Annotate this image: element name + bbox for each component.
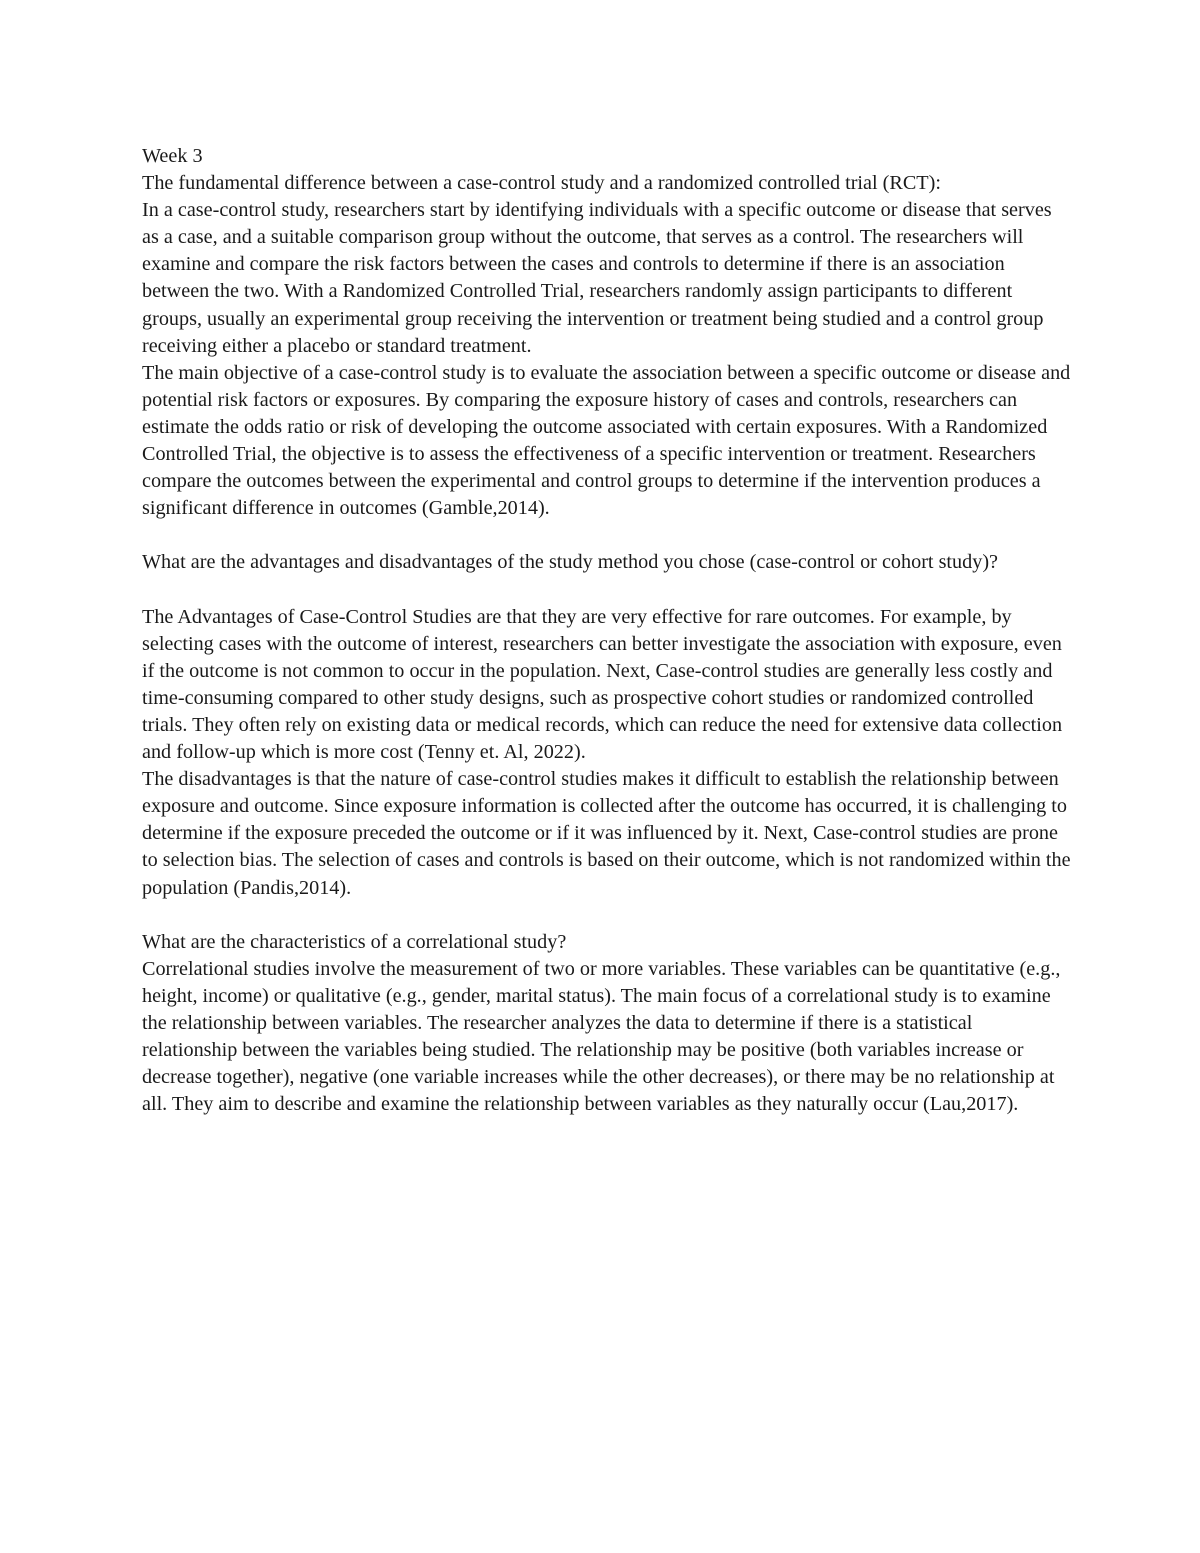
section1-paragraph-1: In a case-control study, researchers start by identifying individuals with a specific outcome or disease that serves as a case, and a suitable comparison group without the outcome, that serves as a control. The researchers will examine and compare the risk factors between the cases and controls to determine if there is an association between the two. With a Randomized Controlled Trial, researchers randomly assign participants to different groups, usually an experimental group receiving the intervention or treatment being studied and a control group receiving either a placebo or standard treatment.	[142, 199, 1052, 357]
section2-paragraph-1: The Advantages of Case-Control Studies are that they are very effective for rare outcomes. For example, by selecting cases with the outcome of interest, researchers can better investigate the association with exposure, even if the outcome is not common to occur in the population. Next, Case-control studies are generally less costly and time-consuming compared to other study designs, such as prospective cohort studies or randomized controlled trials. They often rely on existing data or medical records, which can reduce the need for extensive data collection and follow-up which is more cost (Tenny et. Al, 2022).	[142, 605, 1063, 764]
section3-question: What are the characteristics of a correlational study?	[142, 930, 567, 953]
section3-paragraph-1: Correlational studies involve the measurement of two or more variables. These variables can be quantitative (e.g., height, income) or qualitative (e.g., gender, marital status). The main focus of a correlational study is to examine the relationship between variables. The researcher analyzes the data to determine if there is a statistical relationship between the variables being studied. The relationship may be positive (both variables increase or decrease together), negative (one variable increases while the other decreases), or there may be no relationship at all. They aim to describe and examine the relationship between variables as they naturally occur (Lau,2017).	[142, 957, 1061, 1116]
section2-paragraph-2: The disadvantages is that the nature of case-control studies makes it difficult to establish the relationship between exposure and outcome. Since exposure information is collected after the outcome has occurred, it is challenging to determine if the exposure preceded the outcome or if it was influenced by it. Next, Case-control studies are prone to selection bias. The selection of cases and controls is based on their outcome, which is not randomized within the population (Pandis,2014).	[142, 768, 1071, 899]
spacer	[142, 577, 1072, 604]
section1-paragraph-2: The main objective of a case-control study is to evaluate the association between a specific outcome or disease and potential risk factors or exposures. By comparing the exposure history of cases and controls, researchers can estimate the odds ratio or risk of developing the outcome associated with certain exposures. With a Randomized Controlled Trial, the objective is to assess the effectiveness of a specific intervention or treatment. Researchers compare the outcomes between the experimental and control groups to determine if the intervention produces a significant difference in outcomes (Gamble,2014).	[142, 361, 1071, 520]
week-heading: Week 3	[142, 145, 203, 167]
spacer	[142, 522, 1072, 549]
section2-question: What are the advantages and disadvantages of the study method you chose (case-control or cohort study)?	[142, 551, 998, 574]
spacer	[142, 902, 1072, 929]
section1-heading: The fundamental difference between a case-control study and a randomized controlled trial (RCT):	[142, 172, 941, 195]
document-page	[142, 143, 1072, 1118]
